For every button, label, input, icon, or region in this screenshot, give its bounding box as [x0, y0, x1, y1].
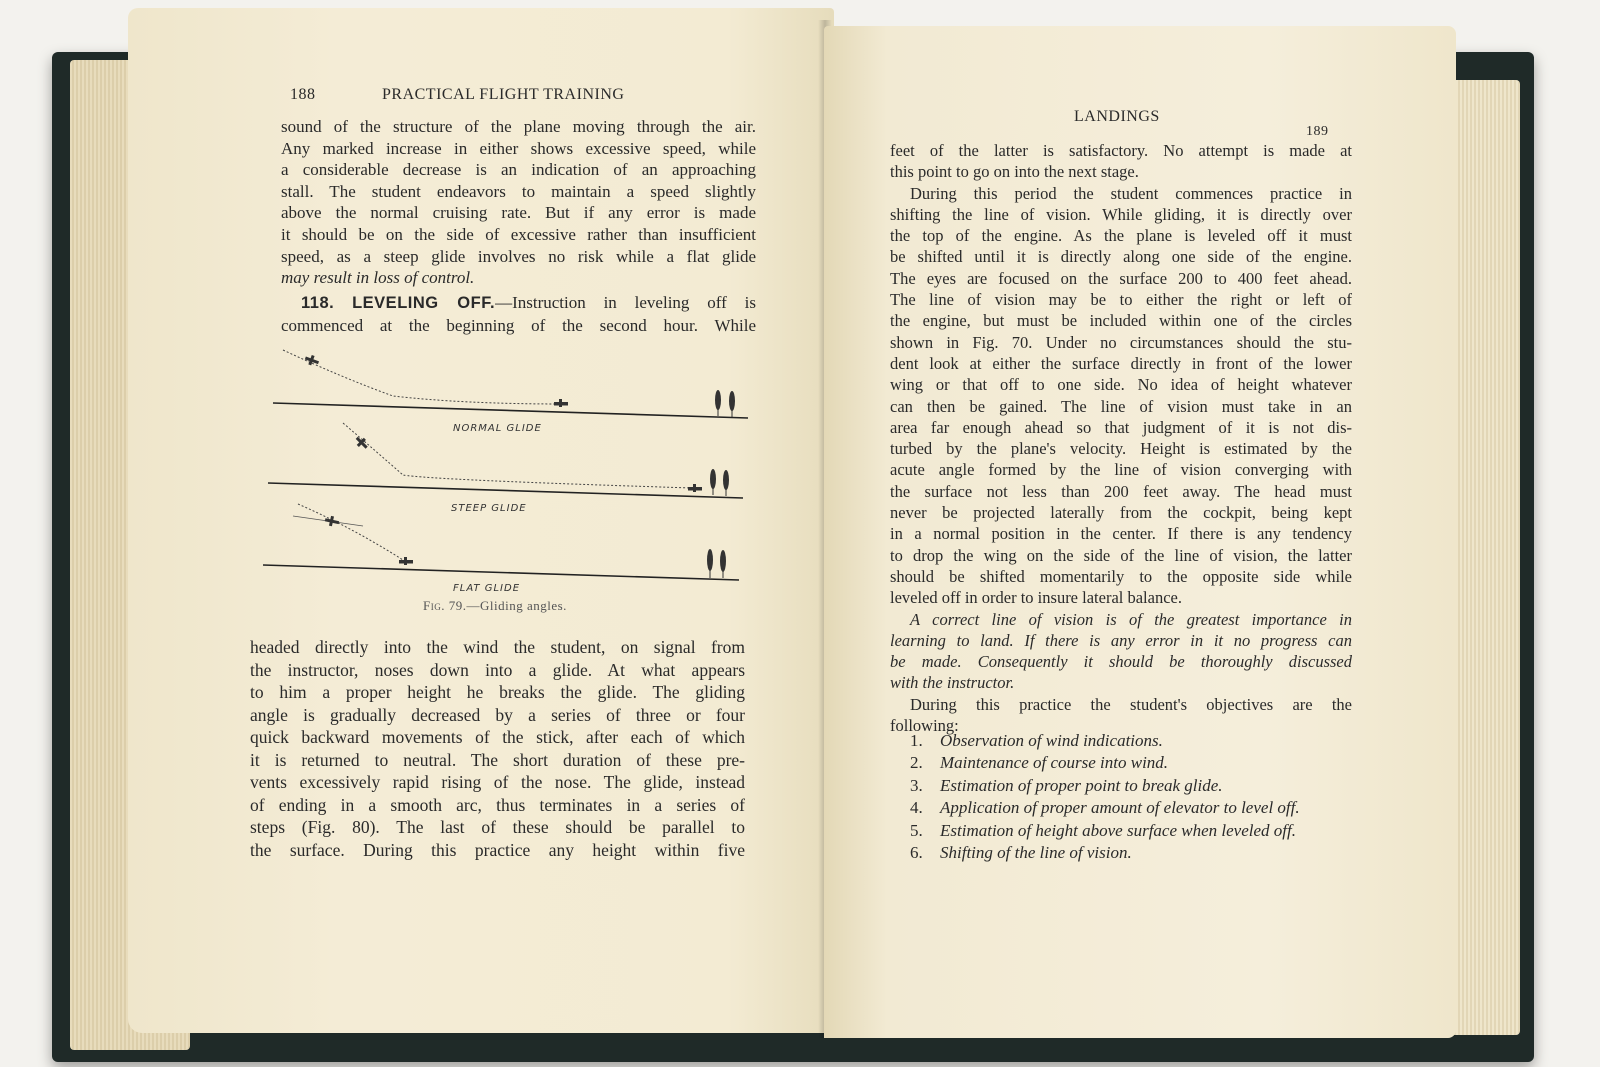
text-line: the surface. During this practice any height within five: [250, 839, 745, 860]
text-line: headed directly into the wind the student, on signal from: [250, 637, 745, 657]
section-heading-line: [281, 292, 756, 315]
figure-caption-text: —Gliding angles.: [466, 598, 567, 613]
italic-text-line: with the instructor.: [890, 673, 1015, 693]
trees-icon: [715, 390, 735, 417]
list-item: 1. Observation of wind indications.: [910, 731, 1163, 750]
section-number: 118.: [301, 294, 335, 312]
text-line: should be shifted momentarily to the opposite side while: [890, 566, 1352, 586]
ground-line: [263, 565, 739, 580]
flat-glide-diagram: [263, 504, 739, 594]
text-line: the instructor, noses down into a glide. At what appears: [250, 659, 745, 680]
trees-icon: [707, 549, 726, 578]
list-item: 6. Shifting of the line of vision.: [910, 843, 1132, 863]
text-line: leveled off in order to insure lateral balance.: [890, 588, 1182, 608]
text-line: never be projected laterally from the cockpit, being kept: [890, 503, 1352, 523]
text-line: shifting the line of vision. While gliding, it is directly over: [890, 204, 1352, 224]
text-line: area far enough ahead so that judgment of it is not dis-: [890, 417, 1352, 437]
airplane-icon: [688, 484, 702, 492]
list-item: 5. Estimation of height above surface when leveled off.: [910, 820, 1296, 840]
text-line: the engine, but must be included within one of the circles: [890, 311, 1352, 331]
figure-caption-prefix: Fig. 79.: [423, 598, 467, 613]
text-line: wing or that off to one side. No idea of height whatever: [890, 375, 1352, 395]
text-line: stall. The student endeavors to maintain a speed slightly: [281, 181, 756, 201]
text-line: be shifted until it is directly along one side of the engine.: [890, 247, 1352, 267]
text-line: quick backward movements of the stick, after each of which: [250, 727, 745, 747]
left-page-number: 188: [290, 86, 316, 103]
text-line: acute angle formed by the line of vision converging with: [890, 460, 1352, 480]
text-line: During this period the student commences practice in: [910, 183, 1352, 203]
airplane-icon: [353, 434, 370, 451]
text-line: angle is gradually decreased by a series of three or four: [250, 704, 745, 725]
airplane-icon: [554, 399, 568, 407]
right-page-number: 189: [1306, 124, 1329, 139]
text-line: dent look at either the surface directly in front of the lower: [890, 353, 1352, 373]
section-118: [281, 292, 756, 336]
list-item: 3. Estimation of proper point to break glide.: [910, 775, 1223, 795]
text-line: the surface not less than 200 feet away. The head must: [890, 481, 1352, 501]
text-line-italic: may result in loss of control.: [281, 268, 475, 288]
text-line: the top of the engine. As the plane is leveled off it must: [890, 226, 1352, 246]
text-line: The eyes are focused on the surface 200 to 400 feet ahead.: [890, 268, 1352, 288]
text-line: it is returned to neutral. The short duration of these pre-: [250, 749, 745, 770]
text-line: shown in Fig. 70. Under no circumstances should the stu-: [890, 332, 1352, 352]
text-line: feet of the latter is satisfactory. No attempt is made at: [890, 141, 1352, 160]
italic-text-line: be made. Consequently it should be thoroughly discussed: [890, 652, 1352, 672]
text-line: speed, as a steep glide involves no risk while a flat glide: [281, 246, 756, 266]
text-line: to him a proper height he breaks the glide. The gliding: [250, 682, 745, 702]
airplane-icon: [324, 515, 340, 528]
italic-text-line: learning to land. If there is any error in it no progress can: [890, 630, 1352, 650]
text-line: steps (Fig. 80). The last of these should be parallel to: [250, 817, 745, 837]
section-title: LEVELING OFF.: [352, 294, 496, 312]
ground-line: [268, 483, 743, 498]
italic-text-line: A correct line of vision is of the greatest importance in: [910, 609, 1352, 629]
trees-icon: [710, 469, 729, 496]
list-item: 4. Application of proper amount of elevator to level off.: [910, 798, 1300, 818]
normal-glide-diagram: [273, 350, 748, 434]
right-main-text: [890, 140, 1352, 736]
section-text: —Instruction in leveling off is: [495, 293, 757, 312]
steep-glide-diagram: [268, 423, 743, 514]
objectives-list: [910, 730, 1300, 864]
figure-label-normal: NORMAL GLIDE: [453, 423, 542, 434]
figure-caption: [423, 598, 567, 614]
text-line: can then be gained. The line of vision must take in an: [890, 396, 1352, 416]
text-line: a considerable decrease is an indication of an approaching: [281, 160, 756, 180]
right-running-head: LANDINGS: [1074, 108, 1160, 125]
text-line: this point to go on into the next stage.: [890, 162, 1139, 182]
figure-label-steep: STEEP GLIDE: [451, 503, 527, 514]
text-line: sound of the structure of the plane moving through the air.: [281, 117, 756, 136]
text-line: During this practice the student's objectives are the: [910, 694, 1352, 714]
ground-line: [273, 403, 748, 418]
left-bottom-paragraph: [250, 636, 745, 861]
glide-path: [298, 504, 403, 560]
text-line: vents excessively rapid rising of the nose. The glide, instead: [250, 772, 745, 792]
right-page: [824, 26, 1456, 1038]
list-item: 2. Maintenance of course into wind.: [910, 753, 1169, 773]
text-line: following:: [890, 716, 959, 736]
left-page: [128, 8, 834, 1033]
gliding-angles-figure: [263, 338, 753, 618]
glide-path: [283, 350, 563, 404]
left-top-paragraph: [281, 116, 756, 289]
left-running-head: PRACTICAL FLIGHT TRAINING: [382, 86, 625, 103]
text-line: turbed by the plane's velocity. Height is estimated by the: [890, 439, 1352, 459]
text-line: commenced at the beginning of the second hour. While: [281, 315, 756, 335]
text-line: to drop the wing on the side of the line of vision, the latter: [890, 545, 1352, 565]
text-line: The line of vision may be to either the right or left of: [890, 290, 1352, 310]
figure-label-flat: FLAT GLIDE: [453, 583, 521, 594]
text-line: Any marked increase in either shows excessive speed, while: [281, 138, 756, 158]
text-line: in a normal position in the center. If there is any tendency: [890, 524, 1352, 544]
text-line: it should be on the side of excessive rather than insufficient: [281, 224, 756, 244]
text-line: above the normal cruising rate. But if any error is made: [281, 203, 756, 223]
text-line: of ending in a smooth arc, thus terminates in a series of: [250, 794, 745, 815]
